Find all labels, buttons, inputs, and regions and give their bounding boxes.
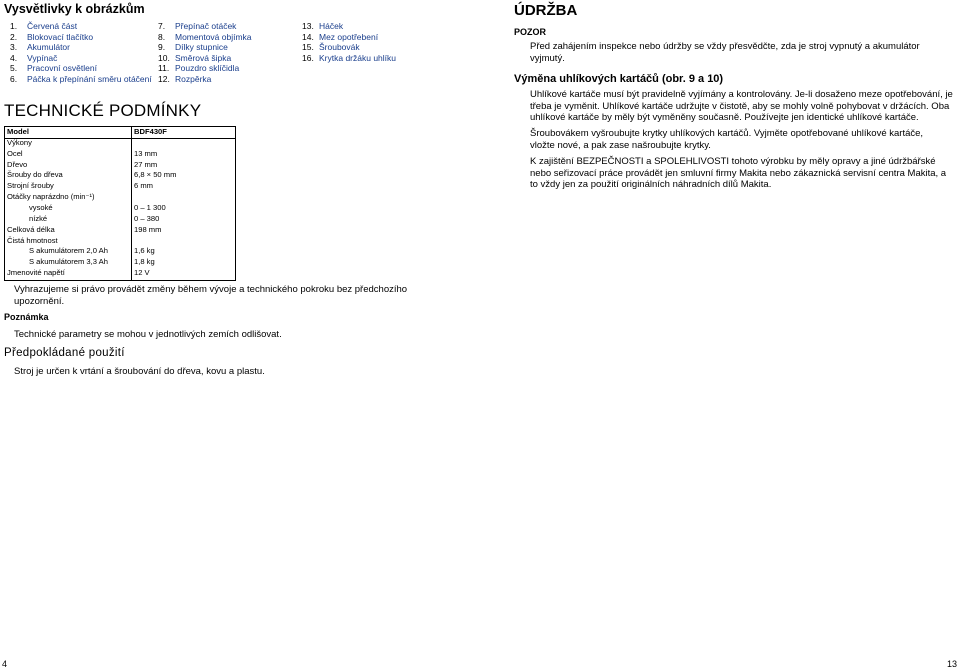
spec-label: S akumulátorem 3,3 Ah bbox=[29, 257, 108, 267]
brush-replacement-title: Výměna uhlíkových kartáčů (obr. 9 a 10) bbox=[514, 73, 724, 85]
legend-column-2 bbox=[158, 21, 252, 85]
legend-item-label: Vypínač bbox=[27, 52, 58, 63]
intended-use-title: Předpokládané použití bbox=[4, 347, 125, 359]
spec-value: 0 – 1 300 bbox=[134, 202, 166, 212]
brush-paragraph-2: Šroubovákem vyšroubujte krytky uhlíkových kartáčů. Vyjměte opotřebované uhlíkové kartáče, vložte nové, a pak zase našroubujte krytky. bbox=[530, 128, 924, 151]
spec-row bbox=[5, 246, 235, 257]
spec-label: Dřevo bbox=[7, 159, 28, 169]
spec-row bbox=[5, 225, 235, 236]
legend-item bbox=[302, 32, 396, 43]
legend-item-label: Pracovní osvětlení bbox=[27, 63, 97, 74]
note-text: Technické parametry se mohou v jednotlivých zemích odlišovat. bbox=[14, 329, 282, 340]
reserve-text: Vyhrazujeme si právo provádět změny během vývoje a technického pokroku bez předchozího upozornění. bbox=[14, 284, 408, 307]
legend-item-number: 15. bbox=[302, 42, 314, 53]
spec-label: Model bbox=[7, 127, 29, 136]
tech-specs-title: TECHNICKÉ PODMÍNKY bbox=[4, 101, 202, 120]
page-number-right: 13 bbox=[946, 659, 957, 669]
spec-table bbox=[4, 126, 236, 281]
legend-item-label: Šroubovák bbox=[319, 42, 360, 53]
legend-item-number: 8. bbox=[158, 31, 166, 42]
caution-text: Před zahájením inspekce nebo údržby se vždy přesvědčte, zda je stroj vypnutý a akumulátor vyjmutý. bbox=[530, 41, 920, 64]
legend-item bbox=[302, 21, 396, 32]
spec-row bbox=[5, 268, 235, 279]
spec-value: BDF430F bbox=[134, 127, 167, 136]
spec-row bbox=[5, 257, 235, 268]
intended-use-text: Stroj je určen k vrtání a šroubování do dřeva, kovu a plastu. bbox=[14, 366, 265, 377]
spec-row bbox=[5, 214, 235, 225]
spec-label: Čistá hmotnost bbox=[7, 235, 58, 245]
legend-item bbox=[10, 21, 152, 32]
legend-item bbox=[158, 42, 252, 53]
legend-column-3 bbox=[302, 21, 396, 63]
spec-value: 27 mm bbox=[134, 159, 158, 169]
spec-value: 198 mm bbox=[134, 224, 162, 234]
spec-value: 13 mm bbox=[134, 148, 158, 158]
legend-item bbox=[158, 74, 252, 85]
spec-row bbox=[5, 138, 235, 149]
legend-item bbox=[158, 63, 252, 74]
spec-value: 1,8 kg bbox=[134, 257, 155, 267]
page-number-left: 4 bbox=[2, 659, 8, 669]
legend-item bbox=[158, 32, 252, 43]
spec-row bbox=[5, 203, 235, 214]
legend-item bbox=[10, 74, 152, 85]
spec-label: vysoké bbox=[29, 202, 53, 212]
legend-item-label: Blokovací tlačítko bbox=[27, 31, 94, 42]
caution-title: POZOR bbox=[514, 27, 547, 37]
spec-row bbox=[5, 127, 235, 139]
legend-item bbox=[10, 42, 152, 53]
brush-paragraph-3: K zajištění BEZPEČNOSTI a SPOLEHLIVOSTI tohoto výrobku by měly opravy a jiné údržbářské nebo seřizovací práce provádět jen smluvní firmy Makita nebo zákaznická servisní centra Makita, a to vždy jen za použití originálních náhradních dílů Makita. bbox=[530, 156, 947, 191]
brush-paragraph-1: Uhlíkové kartáče musí být pravidelně vyjímány a kontrolovány. Je-li dosaženo meze opotřebování, je třeba je vyměnit. Uhlíkové kartáče udržujte v čistotě, aby se mohly volně pohybovat v držácích. Oba uhlíkové kartáče by měly být vyměněny současně. Používejte jen identické uhlíkové kartáče. bbox=[530, 89, 953, 124]
legend-item-label: Dílky stupnice bbox=[175, 42, 228, 53]
legend-item-number: 2. bbox=[10, 31, 18, 42]
spec-value: 12 V bbox=[134, 268, 150, 278]
maintenance-title: ÚDRŽBA bbox=[514, 2, 578, 19]
spec-label: Ocel bbox=[7, 148, 23, 158]
legend-item-number: 7. bbox=[158, 21, 166, 31]
legend-item bbox=[10, 32, 152, 43]
spec-label: nízké bbox=[29, 213, 48, 223]
legend-item-number: 4. bbox=[10, 52, 18, 63]
spec-label: S akumulátorem 2,0 Ah bbox=[29, 246, 108, 256]
legend-item-number: 6. bbox=[10, 73, 18, 84]
legend-item-number: 3. bbox=[10, 42, 18, 53]
spec-row bbox=[5, 149, 235, 160]
spec-row bbox=[5, 181, 235, 192]
legend-column-1 bbox=[10, 21, 152, 85]
note-title: Poznámka bbox=[4, 312, 49, 322]
spec-row bbox=[5, 236, 235, 247]
legend-item-number: 10. bbox=[158, 52, 170, 63]
spec-row bbox=[5, 160, 235, 171]
legend-item bbox=[158, 21, 252, 32]
spec-label: Celková délka bbox=[7, 224, 55, 234]
spec-label: Jmenovité napětí bbox=[7, 268, 65, 278]
legend-item-number: 11. bbox=[158, 63, 170, 74]
legend-item bbox=[302, 53, 396, 64]
legend-item-label: Háček bbox=[319, 21, 344, 31]
legend-item-number: 16. bbox=[302, 52, 314, 63]
legend-item bbox=[158, 53, 252, 64]
legend-item-label: Rozpěrka bbox=[175, 73, 212, 84]
spec-value: 0 – 380 bbox=[134, 213, 160, 223]
legend-item bbox=[302, 42, 396, 53]
legend-item-label: Akumulátor bbox=[27, 42, 70, 53]
legend-item-number: 12. bbox=[158, 73, 170, 84]
legend-item-number: 14. bbox=[302, 31, 314, 42]
spec-label: Otáčky naprázdno (min⁻¹) bbox=[7, 192, 95, 202]
legend-item-label: Pouzdro sklíčidla bbox=[175, 63, 240, 74]
spec-value: 1,6 kg bbox=[134, 246, 155, 256]
spec-label: Strojní šrouby bbox=[7, 181, 54, 191]
legend-item-label: Červená část bbox=[27, 21, 78, 31]
legend-item-label: Směrová šipka bbox=[175, 52, 232, 63]
spec-row bbox=[5, 170, 235, 181]
spec-row bbox=[5, 192, 235, 203]
legend-item-label: Páčka k přepínání směru otáčení bbox=[27, 73, 152, 84]
legend-title: Vysvětlivky k obrázkům bbox=[4, 2, 145, 16]
spec-label: Šrouby do dřeva bbox=[7, 170, 63, 180]
spec-label: Výkony bbox=[7, 137, 32, 147]
legend-item bbox=[10, 53, 152, 64]
legend-item-number: 5. bbox=[10, 63, 18, 74]
legend-item-label: Krytka držáku uhlíku bbox=[319, 52, 397, 63]
legend-item-label: Přepínač otáček bbox=[175, 21, 237, 31]
legend-item-label: Momentová objímka bbox=[175, 31, 252, 42]
legend-item-number: 1. bbox=[10, 21, 18, 31]
legend-item bbox=[10, 63, 152, 74]
spec-value: 6,8 × 50 mm bbox=[134, 170, 177, 180]
legend-item-number: 9. bbox=[158, 42, 166, 53]
legend-item-number: 13. bbox=[302, 21, 314, 31]
spec-value: 6 mm bbox=[134, 181, 153, 191]
legend-item-label: Mez opotřebení bbox=[319, 31, 379, 42]
